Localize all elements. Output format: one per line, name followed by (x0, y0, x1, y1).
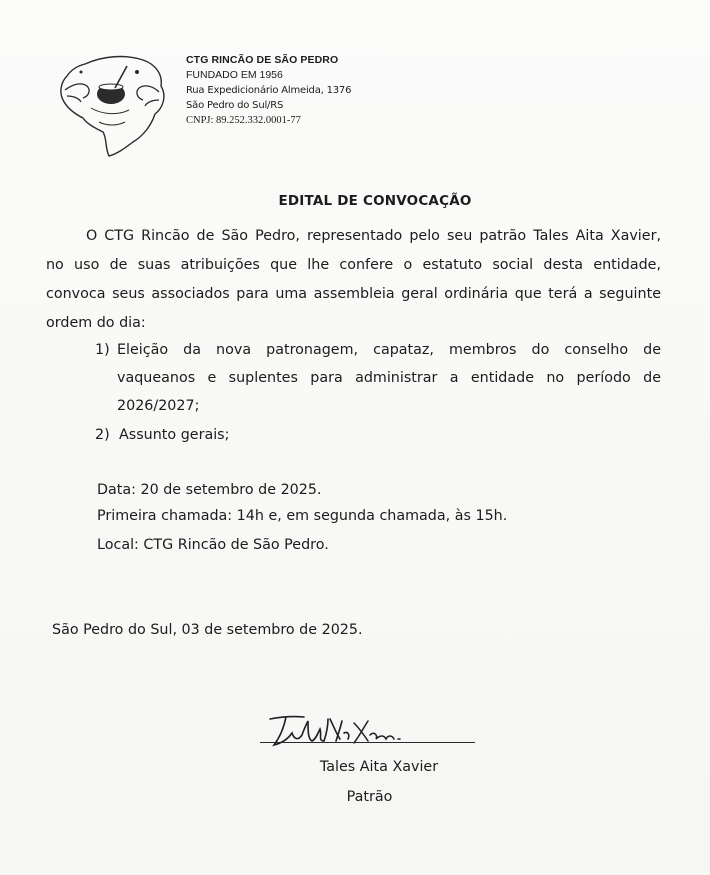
letterhead (186, 53, 351, 128)
intro-line-4: ordem do dia: (46, 315, 146, 331)
city-line: São Pedro do Sul/RS (186, 100, 284, 111)
signatory-role: Patrão (346, 789, 393, 805)
intro-line-2: no uso de suas atribuições que lhe confere o estatuto social desta entidade, (46, 257, 661, 273)
intro-line-3: convoca seus associados para uma assembleia geral ordinária que terá a seguinte (46, 286, 661, 302)
address-line: Rua Expedicionário Almeida, 1376 (186, 85, 352, 96)
agenda-item-1-line-1: Eleição da nova patronagem, capataz, membros do conselho de (117, 342, 661, 358)
cnpj-line: CNPJ: 89.252.332.0001-77 (186, 115, 301, 126)
meeting-call-times: Primeira chamada: 14h e, em segunda chamada, às 15h. (97, 508, 508, 524)
organization-name: CTG RINCÃO DE SÃO PEDRO (186, 54, 339, 66)
handwritten-signature (258, 705, 408, 753)
agenda-number-1: 1) (95, 342, 110, 358)
meeting-location: Local: CTG Rincão de São Pedro. (97, 537, 329, 553)
agenda-number-2: 2) (95, 427, 110, 443)
intro-line-1: O CTG Rincão de São Pedro, representado pelo seu patrão Tales Aita Xavier, (86, 228, 661, 244)
signatory-name: Tales Aita Xavier (319, 759, 439, 775)
agenda-item-2: Assunto gerais; (119, 427, 230, 443)
place-and-date: São Pedro do Sul, 03 de setembro de 2025. (52, 622, 363, 638)
agenda-item-1-line-3: 2026/2027; (117, 398, 200, 414)
document-title: EDITAL DE CONVOCAÇÃO (278, 193, 472, 209)
signature-line (260, 742, 475, 743)
agenda-item-1-line-2: vaqueanos e suplentes para administrar a entidade no período de (117, 370, 661, 386)
meeting-date: Data: 20 de setembro de 2025. (97, 482, 322, 498)
founded-line: FUNDADO EM 1956 (186, 69, 283, 81)
ctg-logo (55, 52, 173, 158)
